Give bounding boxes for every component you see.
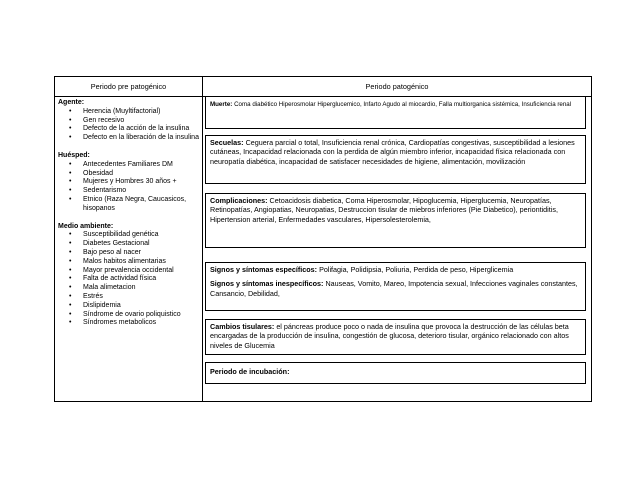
cambios-tisulares-box <box>205 319 586 355</box>
list-item: • Síndrome de ovario poliquistico <box>58 311 200 320</box>
signos-box <box>205 262 586 311</box>
complicaciones-box <box>205 193 586 248</box>
cambios-text: el páncreas produce poco o nada de insulina que provoca la destrucción de las células beta encargadas de la producción de insulina, congestión de glucosa, deterioro tisular, orgánico relacionado con altos niveles de Glucemia <box>210 322 569 350</box>
list-item: • Mujeres y Hombres 30 años + <box>58 178 200 187</box>
muerte-box <box>205 96 586 129</box>
list-item: • Mayor prevalencia occidental <box>58 267 200 276</box>
column-divider <box>202 77 203 401</box>
medio-ambiente-title: Medio ambiente: <box>58 222 114 230</box>
prepathogenic-column <box>58 99 200 328</box>
list-item: • Herencia (Muyltifactorial) <box>58 108 200 117</box>
list-item: • Etnico (Raza Negra, Caucasicos, hisopanos <box>58 196 200 214</box>
medio-ambiente-list <box>58 231 200 328</box>
list-item: • Gen recesivo <box>58 117 200 126</box>
signos-inespecificos-text: Nauseas, Vomito, Mareo, Impotencia sexual, Infecciones vaginales constantes, Cansancio, Debilidad, <box>210 279 578 298</box>
incubacion-box <box>205 362 586 384</box>
huesped-title: Huésped: <box>58 151 90 159</box>
huesped-list <box>58 161 200 214</box>
muerte-label: Muerte: <box>210 101 233 108</box>
signos-inespecificos-label: Signos y síntomas inespecíficos: <box>210 279 324 289</box>
agente-title: Agente: <box>58 99 85 106</box>
list-item: • Dislipidemia <box>58 302 200 311</box>
list-item: • Obesidad <box>58 170 200 179</box>
header-prepathogenic: Periodo pre patogénico <box>90 82 167 91</box>
signos-especificos-paragraph <box>210 265 581 274</box>
list-item: • Susceptibilidad genética <box>58 231 200 240</box>
list-item: • Antecedentes Familiares DM <box>58 161 200 170</box>
list-item: • Síndromes metabolicos <box>58 319 200 328</box>
list-item: • Estrés <box>58 293 200 302</box>
list-item: • Falta de actividad física <box>58 275 200 284</box>
agente-list <box>58 108 200 143</box>
list-item: • Sedentarismo <box>58 187 200 196</box>
complicaciones-text: Cetoacidosis diabetica, Coma Hiperosmolar, Hipoglucemia, Hiperglucemia, Neuropatías, Retinopatías, Angiopatias, Neuropatias, Destruccion tisular de miebros inferiores (Pie Diabetico), periontiditis, Hipertension arterial, Enfermedades vasculares, Hipersolesterolemia, <box>210 196 558 224</box>
muerte-text: Coma diabético Hiperosmolar Hiperglucemico, Infarto Agudo al miocardio, Falla multiorganica sistémica, Insuficiencia renal <box>234 101 572 108</box>
cambios-label: Cambios tisulares: <box>210 322 275 331</box>
secuelas-text: Ceguera parcial o total, Insuficiencia renal crónica, Cardiopatías congestivas, susceptibilidad a lesiones cutáneas, Incapacidad relacionada con la perdida de algún miembro inferior, incapacidad física relacionada con neuropatía diabética, incapacidad de satisfacer necesidades de higiene, alimentación, movilización <box>210 138 575 166</box>
list-item: • Diabetes Gestacional <box>58 240 200 249</box>
header-pathogenic: Periodo patogénico <box>365 82 429 91</box>
table-header-row <box>55 77 591 97</box>
signos-especificos-text: Polifagia, Polidipsia, Poliuria, Perdida de peso, Hiperglicemia <box>319 265 514 274</box>
incubacion-label: Periodo de incubación: <box>210 367 290 376</box>
secuelas-box <box>205 135 586 184</box>
signos-especificos-label: Signos y síntomas específicos: <box>210 265 318 274</box>
list-item: • Defecto de la acción de la insulina <box>58 125 200 134</box>
list-item: • Defecto en la liberación de la insulina <box>58 134 200 143</box>
list-item: • Mala alimetacion <box>58 284 200 293</box>
complicaciones-label: Complicaciones: <box>210 196 268 205</box>
list-item: • Bajo peso al nacer <box>58 249 200 258</box>
list-item: • Malos habitos alimentarias <box>58 258 200 267</box>
secuelas-label: Secuelas: <box>210 138 244 147</box>
signos-inespecificos-paragraph <box>210 279 581 298</box>
